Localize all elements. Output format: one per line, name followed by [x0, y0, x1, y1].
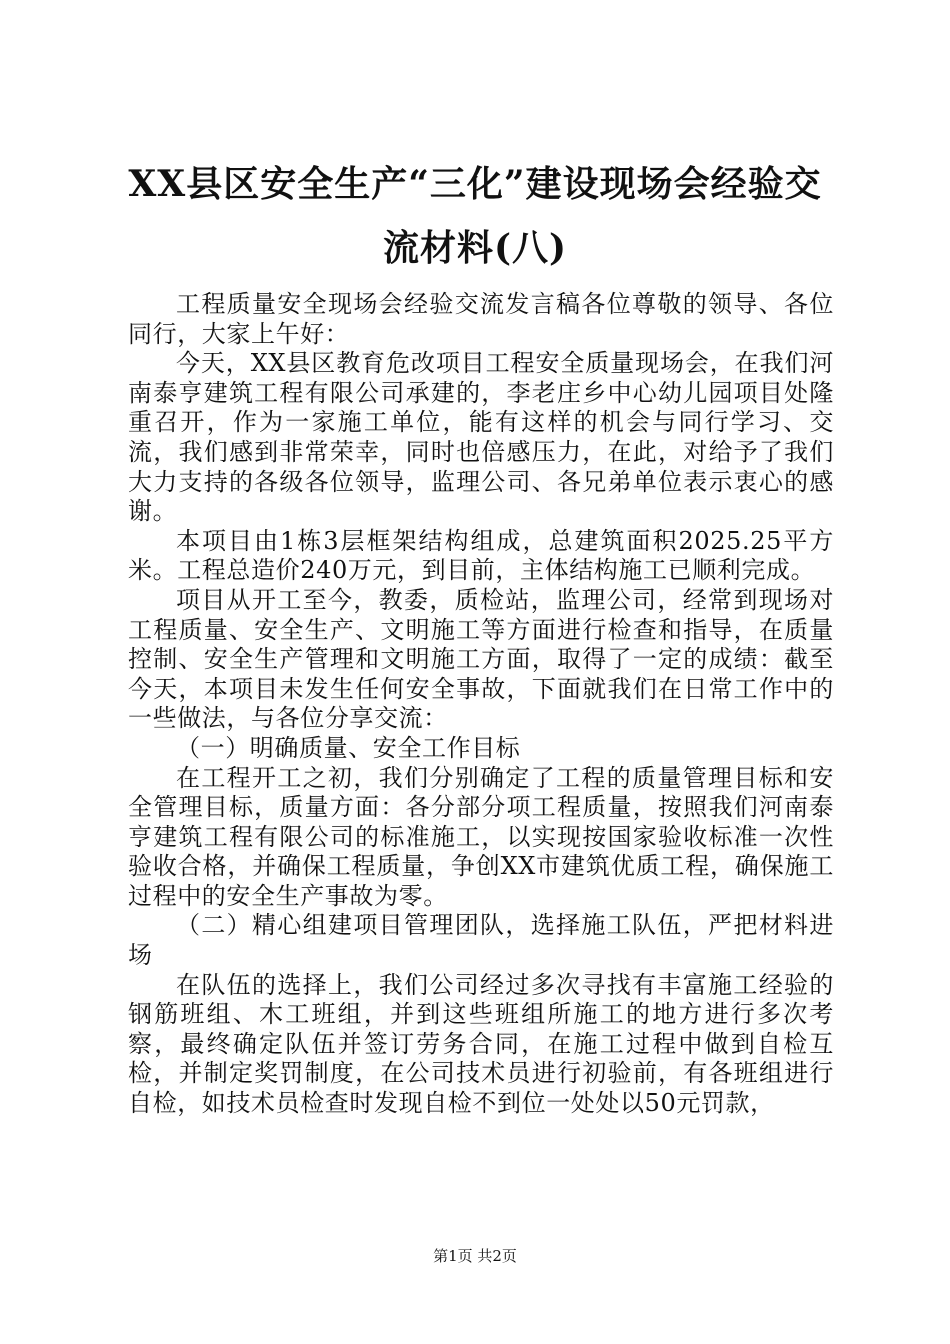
document-body — [128, 290, 834, 1119]
paragraph-team-selection: 在队伍的选择上，我们公司经过多次寻找有丰富施工经验的钢筋班组、木工班组，并到这些班组所施工的地方进行多次考察，最终确定队伍并签订劳务合同，在施工过程中做到自检互检，并制定奖罚制度，在公司技术员进行初验前，有各班组进行自检，如技术员检查时发现自检不到位一处处以50元罚款， — [128, 970, 834, 1118]
paragraph-inspection-results: 项目从开工至今，教委，质检站，监理公司，经常到现场对工程质量、安全生产、文明施工等方面进行检查和指导，在质量控制、安全生产管理和文明施工方面，取得了一定的成绩：截至今天，本项目未发生任何安全事故，下面就我们在日常工作中的一些做法，与各位分享交流： — [128, 585, 834, 733]
paragraph-introduction: 今天，XX县区教育危改项目工程安全质量现场会，在我们河南泰亨建筑工程有限公司承建的，李老庄乡中心幼儿园项目处隆重召开，作为一家施工单位，能有这样的机会与同行学习、交流，我们感到非常荣幸，同时也倍感压力，在此，对给予了我们大力支持的各级各位领导，监理公司、各兄弟单位表示衷心的感谢。 — [128, 349, 834, 526]
page-footer: 第1页 共2页 — [433, 1247, 517, 1265]
document-title-line-2: 流材料(八) — [382, 227, 568, 269]
section-heading-1: （一）明确质量、安全工作目标 — [176, 733, 521, 762]
document-title-line-1: XX县区安全生产“三化”建设现场会经验交 — [128, 163, 822, 205]
paragraph-project-overview: 本项目由1栋3层框架结构组成，总建筑面积2025.25平方米。工程总造价240万元，到目前，主体结构施工已顺利完成。 — [128, 526, 834, 585]
section-heading-2: （二）精心组建项目管理团队，选择施工队伍，严把材料进场 — [128, 911, 834, 970]
paragraph-greeting: 工程质量安全现场会经验交流发言稿各位尊敬的领导、各位同行，大家上午好： — [128, 290, 834, 348]
paragraph-goals: 在工程开工之初，我们分别确定了工程的质量管理目标和安全管理目标，质量方面：各分部分项工程质量，按照我们河南泰亨建筑工程有限公司的标准施工，以实现按国家验收标准一次性验收合格，并确保工程质量，争创XX市建筑优质工程，确保施工过程中的安全生产事故为零。 — [128, 763, 834, 910]
